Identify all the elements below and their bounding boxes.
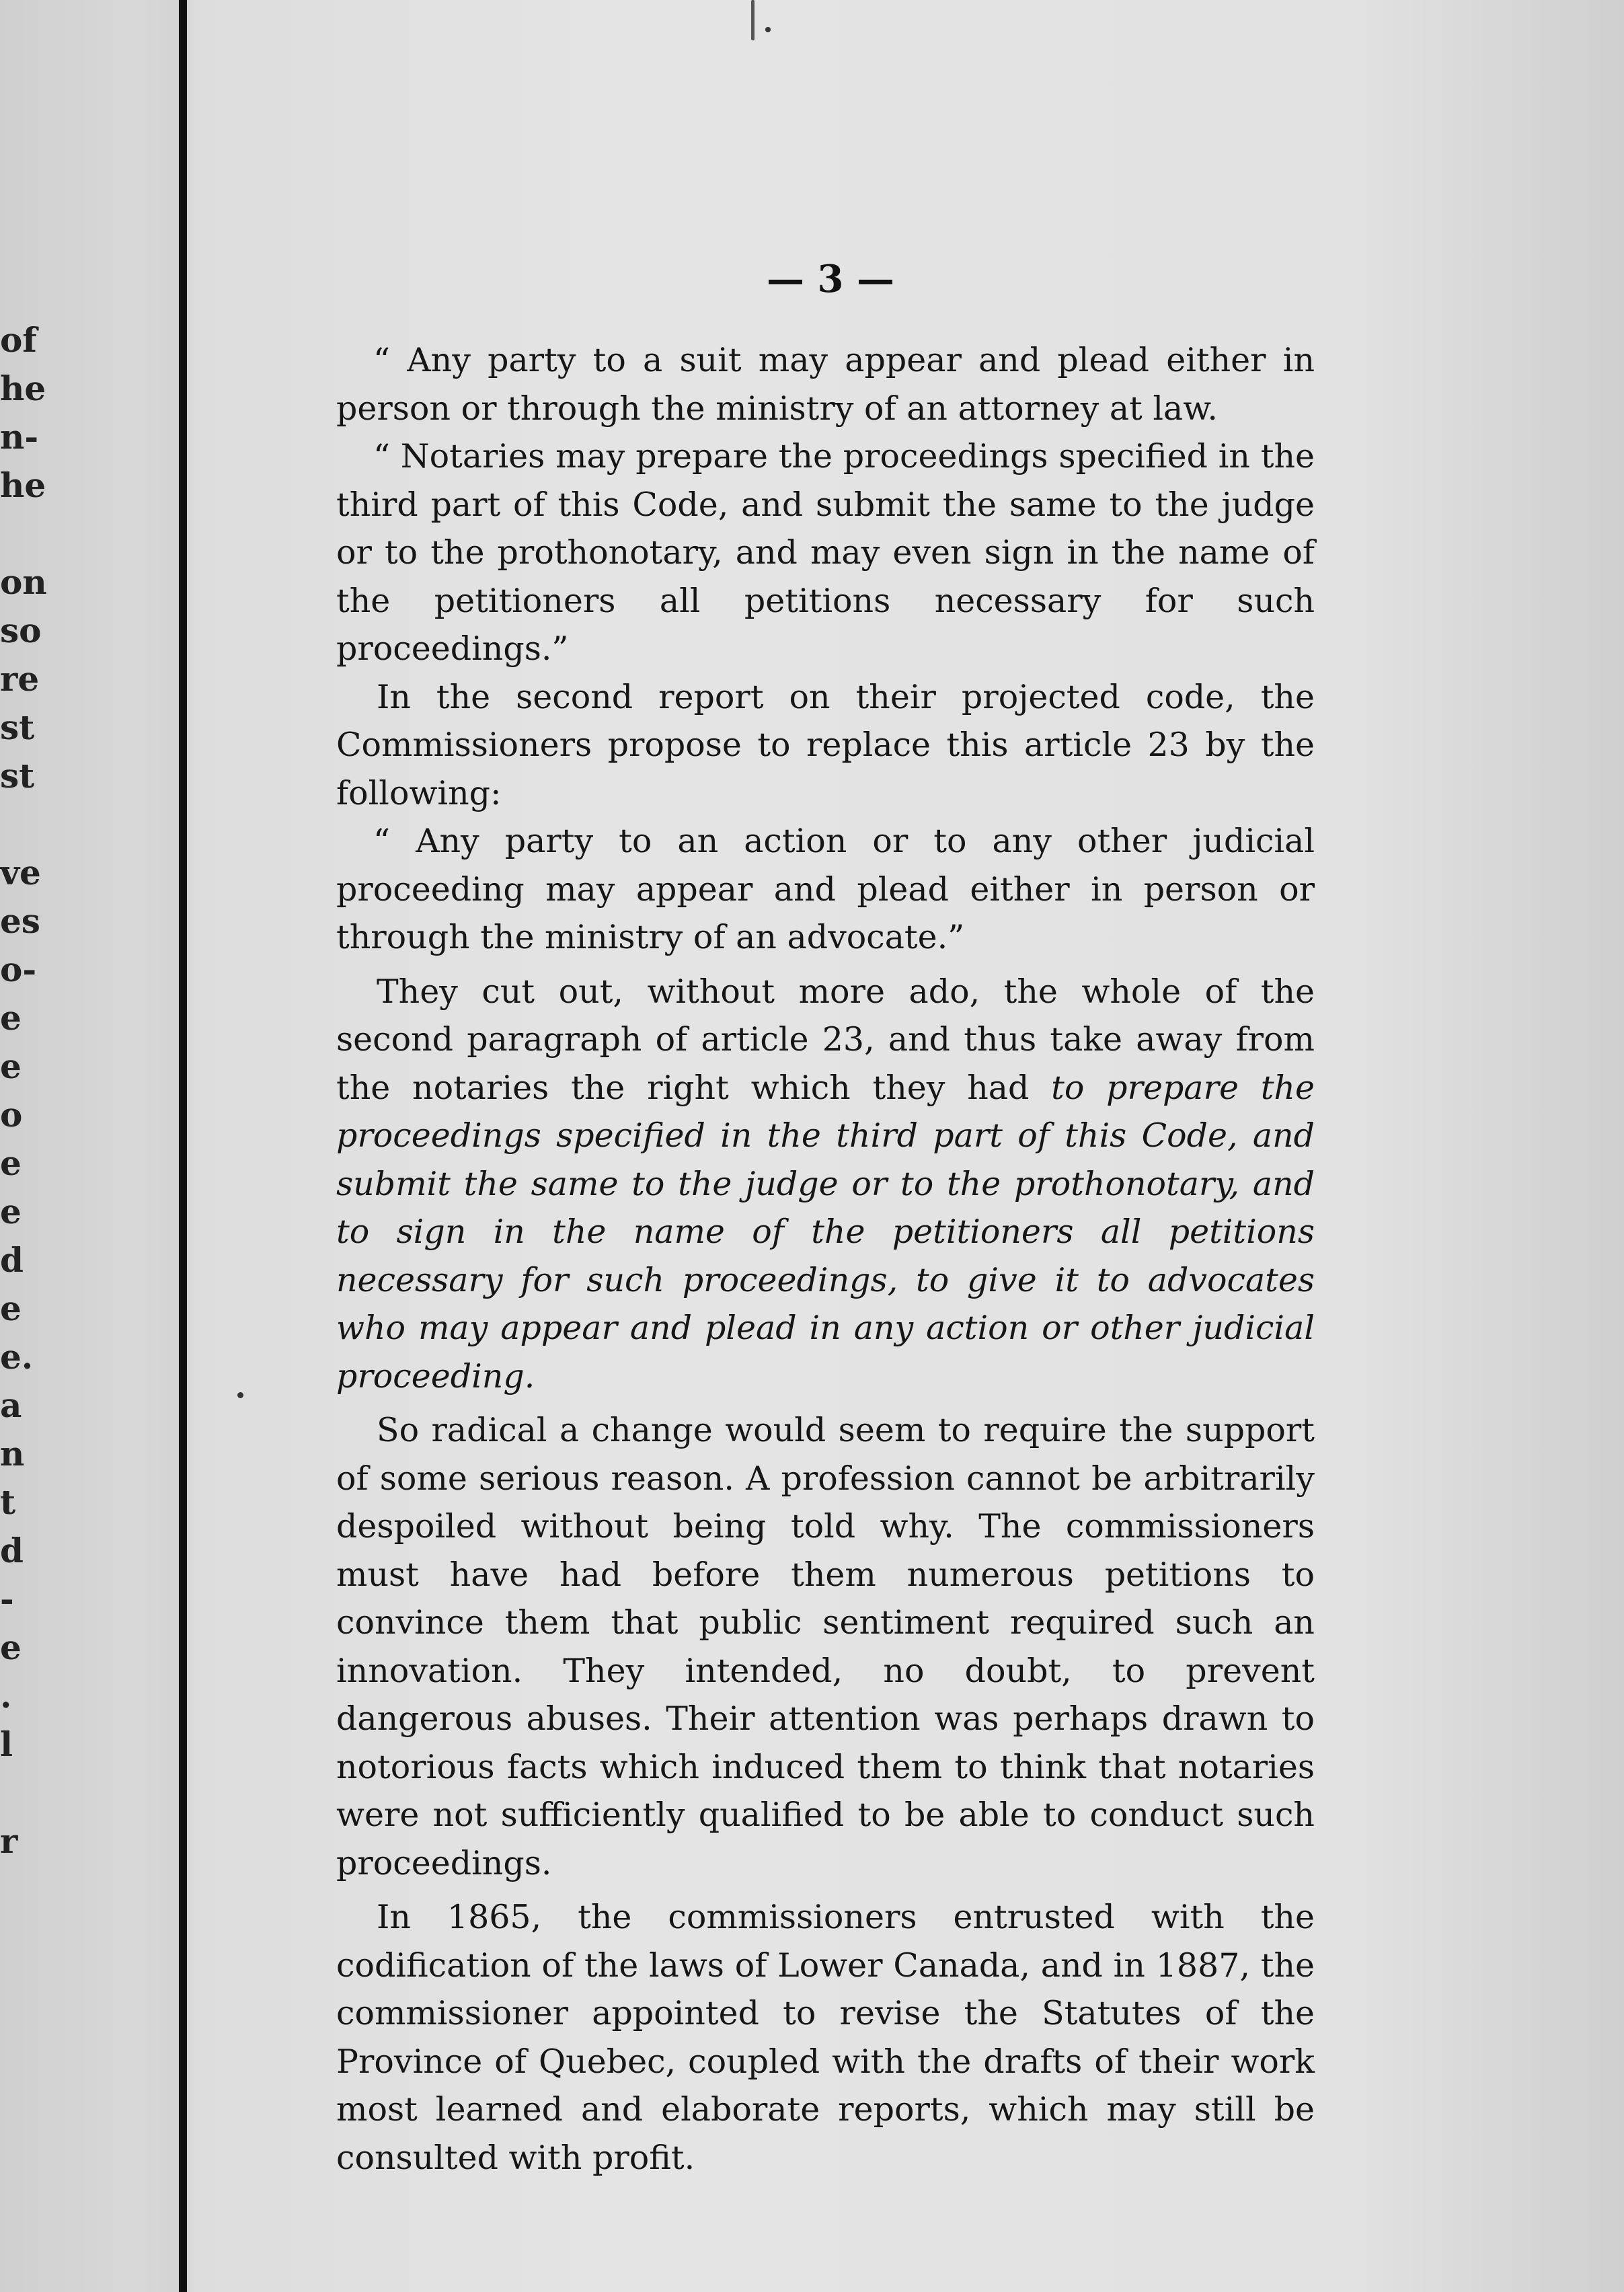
facing-page-fragment: t <box>0 1482 16 1522</box>
paragraph: In the second report on their projected code, the Commissioners propose to replace this article 23 by the following: <box>336 677 1315 812</box>
facing-page-fragment: re <box>0 659 40 699</box>
scan-speck <box>765 27 771 32</box>
facing-page-fragment: of <box>0 320 37 360</box>
paragraph <box>336 968 1315 1401</box>
book-gutter <box>179 0 187 2292</box>
page-body <box>336 336 1315 2182</box>
page-number: — 3 — <box>767 257 894 301</box>
facing-page-fragment: he <box>0 369 46 408</box>
facing-page-fragment: he <box>0 465 46 505</box>
facing-page-fragments <box>0 316 74 1866</box>
paragraph: “ Any party to an action or to any other judicial proceeding may appear and plead either in person or through the ministry of an advocate.” <box>336 822 1315 956</box>
facing-page-fragment <box>0 1769 74 1817</box>
facing-page-fragment: st <box>0 756 35 796</box>
paragraph: So radical a change would seem to require the support of some serious reason. A profession cannot be arbitrarily despoiled without being told why. The commissioners must have had before them numerous petitions to convince them that public sentiment required such an innovation. They intended, no doubt, to prevent dangerous abuses. Their attention was perhaps drawn to notorious facts which induced them to think that notaries were not sufficiently qualified to be able to conduct such proceedings. <box>336 1411 1315 1882</box>
facing-page-fragment: o <box>0 1095 23 1135</box>
facing-page-fragment: e <box>0 1628 22 1667</box>
facing-page-fragment: a <box>0 1385 22 1425</box>
facing-page-fragment: r <box>0 1821 18 1861</box>
facing-page-fragment: o- <box>0 950 37 989</box>
facing-page-fragment: e. <box>0 1337 34 1377</box>
scan-speck <box>751 0 755 40</box>
scan-speck <box>237 1392 243 1398</box>
facing-page-fragment: n <box>0 1434 25 1474</box>
facing-page-fragment: d <box>0 1240 24 1280</box>
paragraph: “ Any party to a suit may appear and plead either in person or through the ministry of an attorney at law. <box>336 341 1315 428</box>
facing-page-fragment <box>0 800 74 849</box>
facing-page-fragment: st <box>0 708 35 747</box>
facing-page-fragment: e <box>0 1289 22 1328</box>
facing-page-fragment: l <box>0 1724 13 1764</box>
paragraph: In 1865, the commissioners entrusted with the codification of the laws of Lower Canada, and in 1887, the commissioner appointed to revise the Statutes of the Province of Quebec, coupled with the drafts of their work most learned and elaborate reports, which may still be consulted with profit. <box>336 1898 1315 2177</box>
facing-page-fragment: d <box>0 1531 24 1570</box>
facing-page-fragment: e <box>0 1046 22 1086</box>
facing-page-fragment: n- <box>0 417 39 457</box>
facing-page-fragment: ve <box>0 853 41 892</box>
quoted-article-italic: to prepare the proceedings specified in the third part of this Code, and submit the same to the judge or to the prothonotary, and to sign in the name of the petitioners all petitions necessary for such proceedings, to give it to advocates who may appear and plead in any action or other judicial proceeding. <box>336 1068 1315 1396</box>
facing-page-fragment: e <box>0 1143 22 1183</box>
facing-page-fragment: e <box>0 998 22 1038</box>
facing-page-fragment: es <box>0 901 40 941</box>
paragraph-text: They cut out, without more ado, the whole of the second paragraph of article 23, and thus take away from the notaries the right which they had <box>336 972 1315 1107</box>
paragraph: “ Notaries may prepare the proceedings specified in the third part of this Code, and submit the same to the judge or to the prothonotary, and may even sign in the name of the petitioners all petitions necessary for such proceedings.” <box>336 437 1315 668</box>
facing-page-fragment: e <box>0 1192 22 1231</box>
facing-page-fragment: on <box>0 562 47 602</box>
facing-page-fragment: - <box>0 1579 14 1619</box>
facing-page-fragment: so <box>0 611 42 650</box>
facing-page-fragment <box>0 510 74 558</box>
facing-page-fragment: . <box>0 1676 12 1716</box>
